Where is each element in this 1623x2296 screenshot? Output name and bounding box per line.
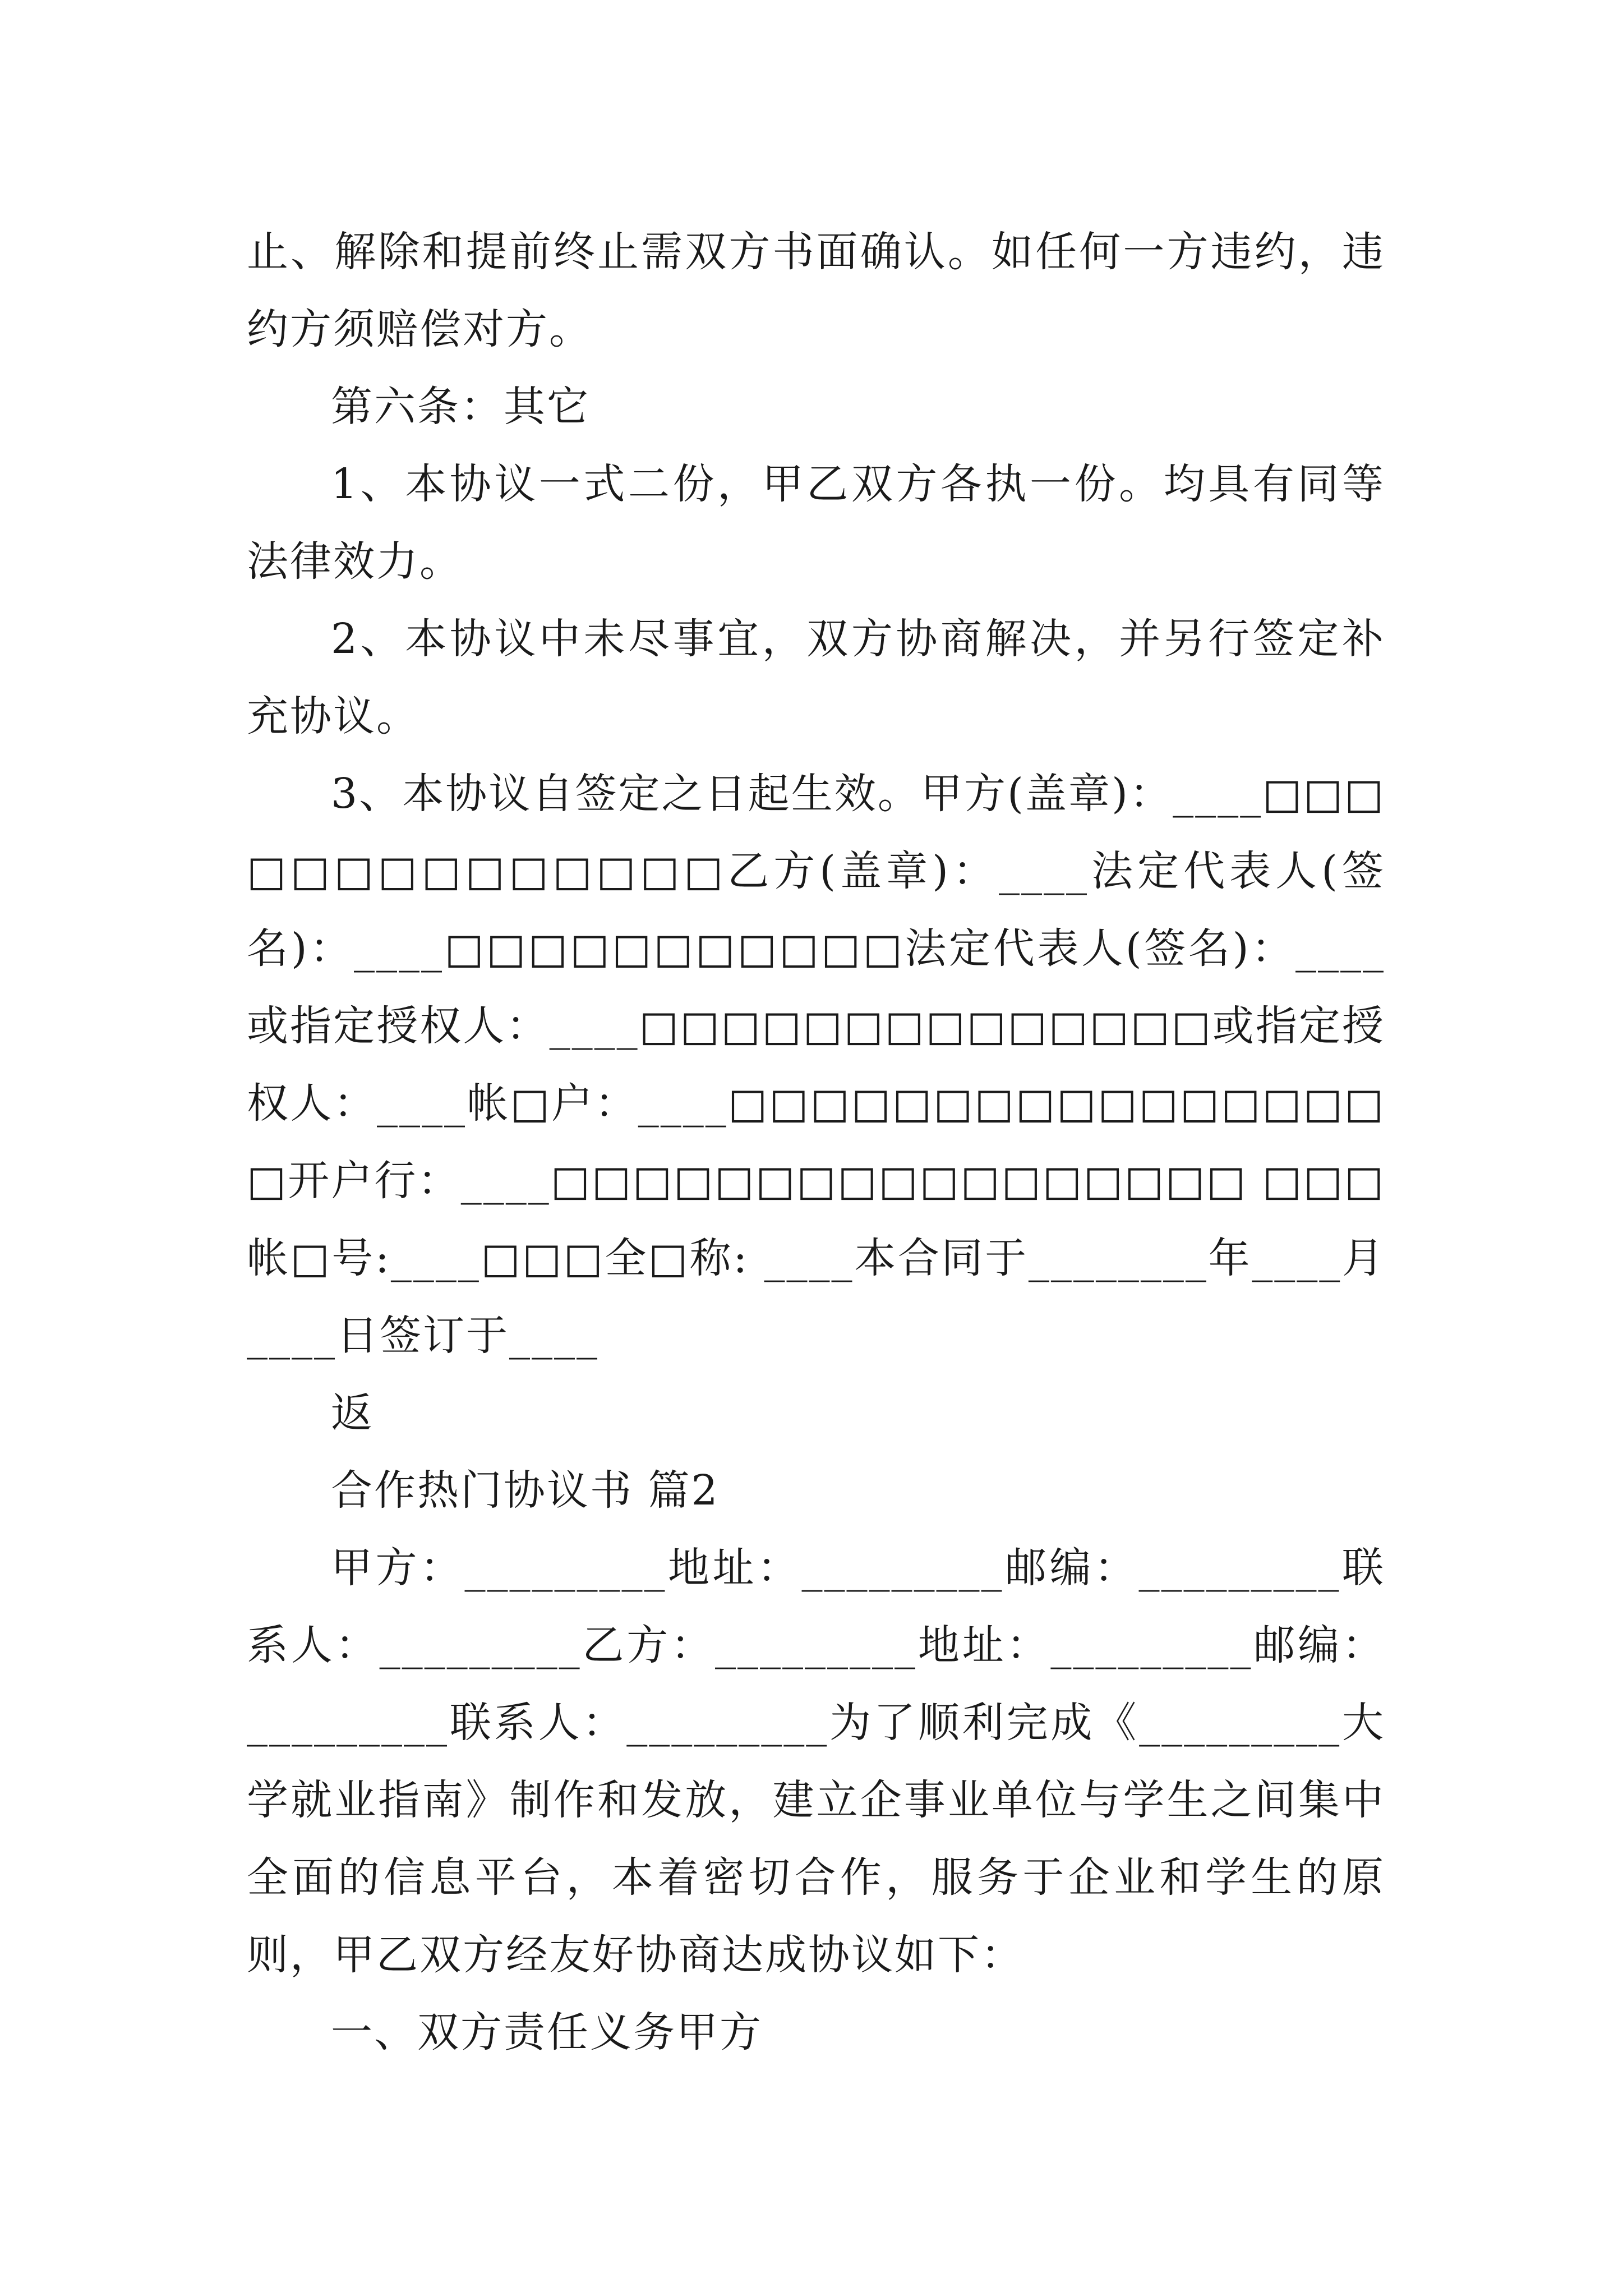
clause-effective-signatures: 3、本协议自签定之日起生效。甲方(盖章)：____□□□□□□□□□□□□□□乙方(盖章)：____法定代表人(签名)：____□□□□□□□□□□□法定代表人(签名)：____或指定授权人：____□□□□□□□□□□□□□□或指定授权人：____帐□户：____□□□□□□□□□□□□□□□□□开户行：____□□□□□□□□□□□□□□□□□ □□□ 帐□号:____□□□全□称: ____本合同于________年____月____日签订于____	[247, 770, 1385, 1360]
clause-supplementary: 2、本协议中未尽事宜，双方协商解决，并另行签定补充协议。	[247, 615, 1385, 740]
article-six-heading: 第六条：其它	[331, 383, 590, 431]
paragraph-termination-clause: 止、解除和提前终止需双方书面确认。如任何一方违约，违约方须赔偿对方。	[247, 228, 1385, 353]
section-heading-obligations: 一、双方责任义务甲方	[331, 2008, 763, 2056]
parties-and-purpose: 甲方：_________地址：_________邮编：_________联系人：_________乙方：_________地址：_________邮编：_________联系人：_________为了顺利完成《_________大学就业指南》制作和发放，建立企事业单位与学生之间集中全面的信息平台，本着密切合作，服务于企业和学生的原则，甲乙双方经友好协商达成协议如下：	[247, 1544, 1385, 1979]
return-marker: 返	[331, 1389, 374, 1437]
clause-copies: 1、本协议一式二份，甲乙双方各执一份。均具有同等法律效力。	[247, 460, 1385, 586]
document-body	[247, 213, 1385, 2071]
section-title-part2: 合作热门协议书 篇2	[331, 1466, 720, 1515]
